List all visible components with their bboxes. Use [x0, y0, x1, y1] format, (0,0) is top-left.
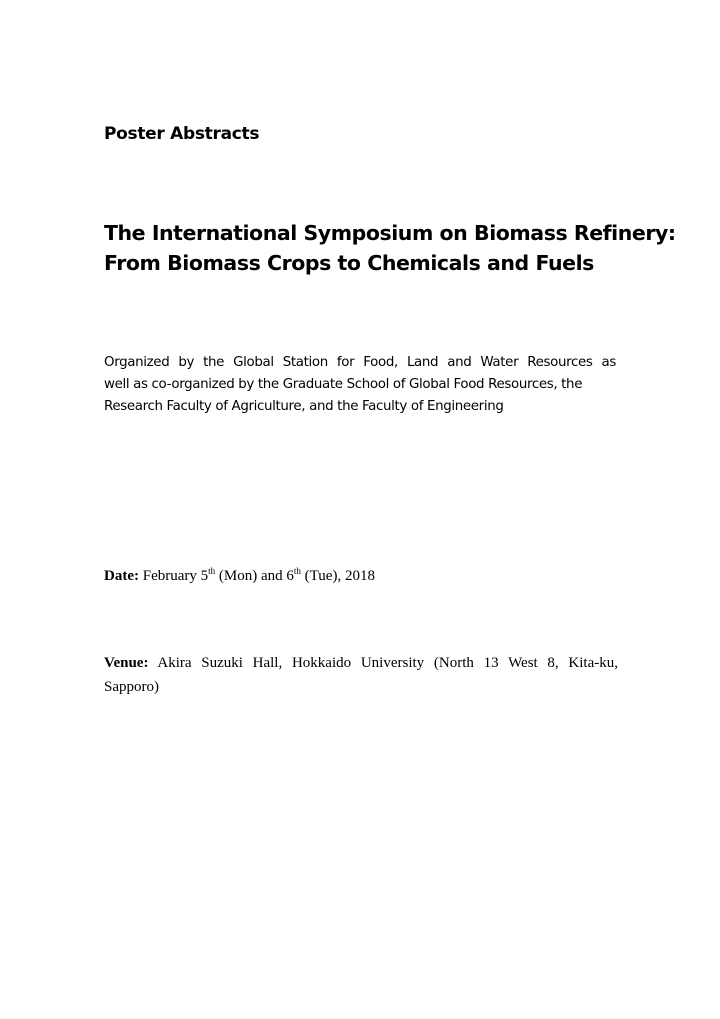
venue-label: Venue:	[104, 655, 149, 671]
section-label: Poster Abstracts	[104, 124, 260, 144]
organizers-paragraph	[104, 352, 616, 418]
date-part-3: (Tue), 2018	[304, 568, 375, 584]
venue-text-1: Akira Suzuki Hall, Hokkaido University (North 13 West 8, Kita-ku,	[157, 655, 618, 671]
organizers-line-2: well as co-organized by the Graduate School of Global Food Resources, the	[104, 377, 583, 392]
document-title	[104, 218, 676, 278]
event-date	[104, 565, 375, 587]
venue-line-2: Sapporo)	[104, 679, 159, 695]
title-line-1: The International Symposium on Biomass Refinery:	[104, 221, 676, 245]
organizers-line-3: Research Faculty of Agriculture, and the Faculty of Engineering	[104, 399, 504, 414]
date-part-1: February 5	[142, 568, 209, 584]
venue-line-1	[104, 651, 618, 675]
date-label: Date:	[104, 568, 139, 584]
event-venue	[104, 651, 618, 699]
date-sup-2: th	[293, 566, 301, 576]
date-part-2: (Mon) and 6	[218, 568, 294, 584]
title-line-2: From Biomass Crops to Chemicals and Fuels	[104, 251, 594, 275]
date-sup-1: th	[208, 566, 216, 576]
organizers-line-1: Organized by the Global Station for Food, Land and Water Resources as	[104, 355, 616, 370]
